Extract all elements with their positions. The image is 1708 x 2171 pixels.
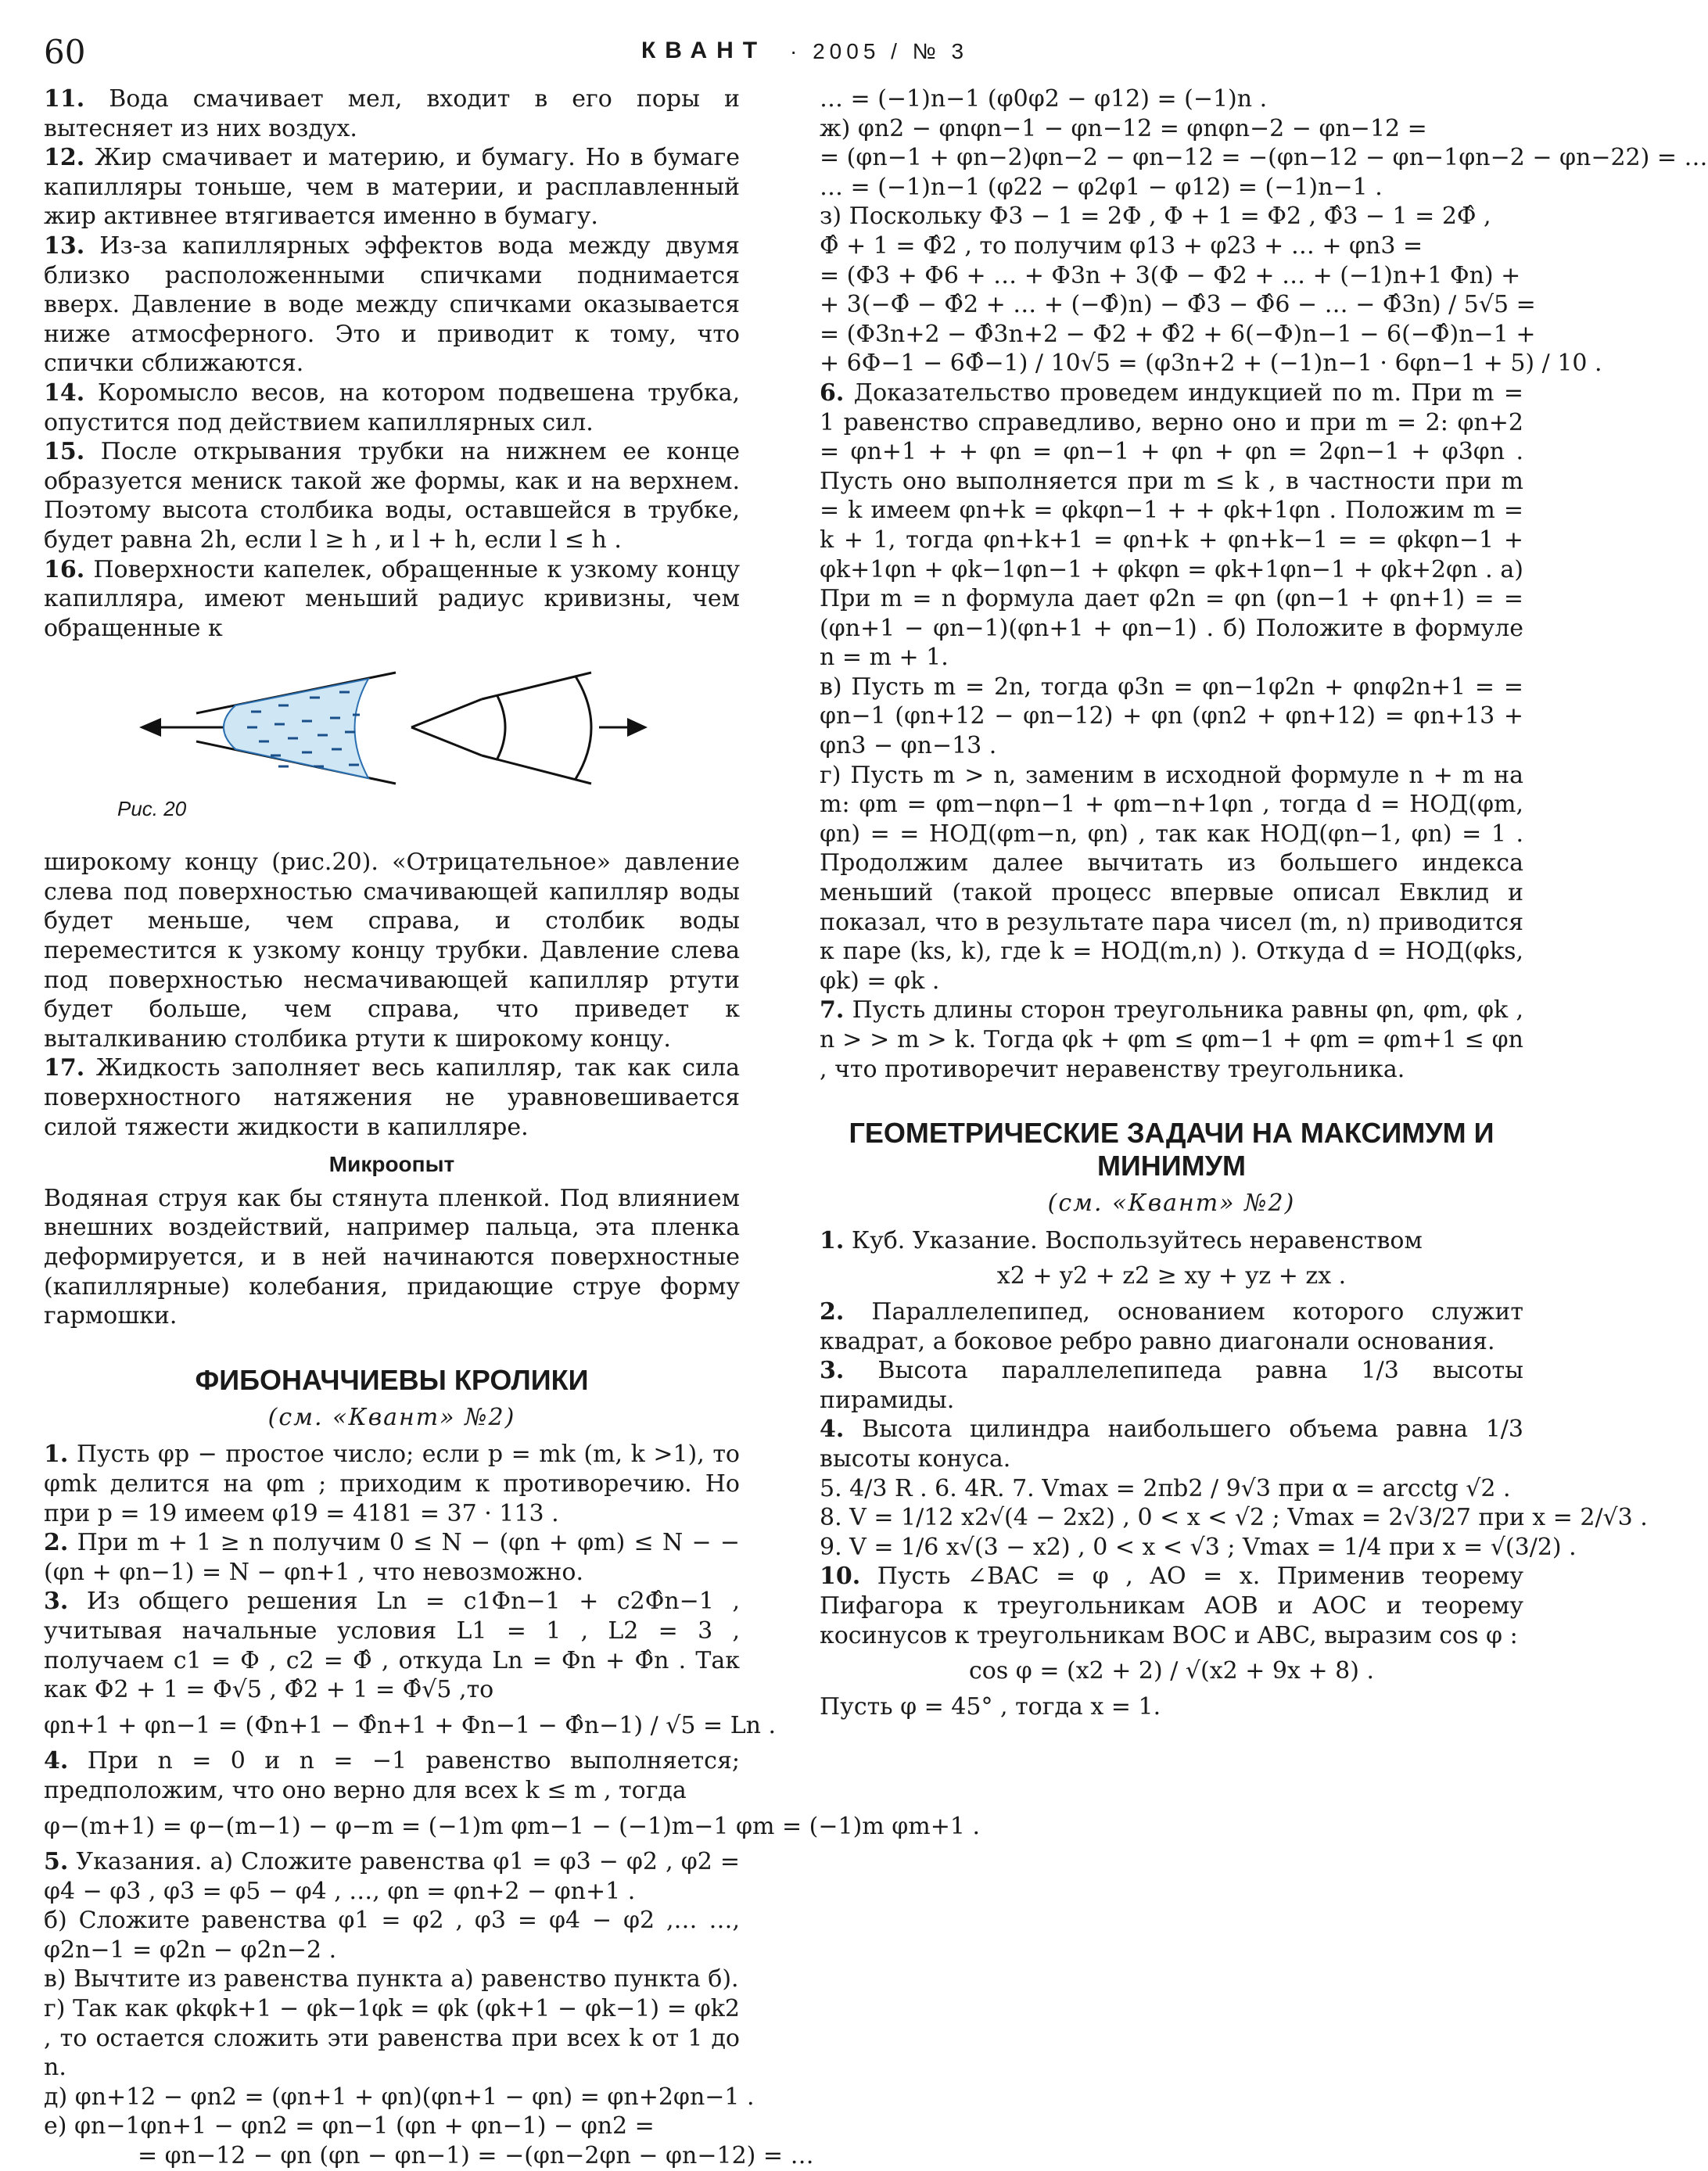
fib-answer-5b: б) Сложите равенства φ1 = φ2 , φ3 = φ4 − φ2 ,… …, φ2n−1 = φ2n − φ2n−2 . — [44, 1907, 740, 1964]
fibonacci-section-title: ФИБОНАЧЧИЕВЫ КРОЛИКИ — [195, 1363, 589, 1396]
eq-line-1: … = (−1)n−1 (φ0φ2 − φ12) = (−1)n . — [820, 85, 1268, 113]
left-column — [44, 84, 981, 2171]
geo-answer-10-end: Пусть φ = 45° , тогда x = 1. — [820, 1692, 1161, 1721]
fib-answer-5e: д) φn+12 − φn2 = (φn+1 + φn)(φn+1 − φn) = φn+2φn−1 . — [44, 2083, 755, 2111]
answer-12: 12. Жир смачивает и материю, и бумагу. Но в бумаге капилляры тоньше, чем в материи, и расплавленный жир активнее втягивается именно в бумагу. — [44, 144, 740, 231]
geometry-section-title: ГЕОМЕТРИЧЕСКИЕ ЗАДАЧИ НА МАКСИМУМ И МИНИМУМ — [849, 1117, 1494, 1182]
fib-answer-6g: г) Пусть m > n, заменим в исходной формуле n + m на m: φm = φm−nφn−1 + φm−n+1φn , тогда d = НОД(φm, φn) = = НОД(φm−n, φn) , так как НОД(φn−1, φn) = 1 . Продолжим далее вычитать из большего индекса меньший (такой процесс впервые описал Евклид и показал, что в результате пара чисел (m, n) приводится к паре (ks, k), где k = НОД(m,n) ). Откуда d = НОД(φks, φk) = φk . — [820, 761, 1523, 995]
fib-answer-6: 6. Доказательство проведем индукцией по m. При m = 1 равенство справедливо, верно оно и при m = 2: φn+2 = φn+1 + + φn = φn−1 + φn + φn = 2φn−1 + φ3φn . Пусть оно выполняется при m ≤ k , в частности при m = k имеем φn+k = φkφn−1 + + φk+1φn . Положим m = k + 1, тогда φn+k+1 = φn+k + φn+k−1 = = φkφn−1 + φk+1φn + φk−1φn−1 + φkφn = φk+1φn−1 + φk+2φn . а) При m = n формула дает φ2n = φn (φn−1 + φn+1) = = (φn+1 − φn−1)(φn+1 + φn−1) . б) Положите в формуле n = m + 1. — [820, 379, 1524, 672]
fib-answer-5d: г) Так как φkφk+1 − φk−1φk = φk (φk+1 − φk−1) = φk2 , то остается сложить эти равенства при всех k от 1 до n. — [44, 1995, 740, 2082]
eq-line-2: ж) φn2 − φnφn−1 − φn−12 = φnφn−2 − φn−12 = — [820, 114, 1427, 142]
eq-line-8: + 3(−Φ̂ − Φ̂2 + … + (−Φ̂)n) − Φ̂3 − Φ̂6 − … − Φ̂3n) / 5√5 = — [820, 291, 1536, 319]
answer-16-cont: широкому концу (рис.20). «Отрицательное» давление слева под поверхностью смачивающей капилляр воды будет меньше, чем справа, и столбик воды переместится к узкому концу трубки. Давление слева под поверхностью несмачивающей капилляр ртути будет больше, чем справа, что приведет к выталкиванию столбика ртути к широкому концу. — [44, 849, 740, 1053]
journal-title: КВАНТ — [641, 38, 767, 63]
figure-20 — [44, 649, 740, 845]
geo-answer-9: 9. V = 1/6 x√(3 − x2) , 0 < x < √3 ; Vmax = 1/4 при x = √(3/2) . — [820, 1533, 1577, 1561]
eq-line-9: = (Φ3n+2 − Φ̂3n+2 − Φ2 + Φ̂2 + 6(−Φ)n−1 − 6(−Φ̂)n−1 + — [820, 320, 1536, 348]
answer-14: 14. Коромысло весов, на котором подвешена трубка, опустится под действием капиллярных сил. — [44, 379, 740, 436]
journal-issue: · 2005 / № 3 — [790, 39, 969, 63]
fibonacci-reference: (см. «Квант» №2) — [267, 1403, 516, 1431]
fib-answer-5c: в) Вычтите из равенства пункта а) равенство пункта б). — [44, 1965, 739, 1993]
page-number: 60 — [44, 33, 86, 71]
fib-answer-2: 2. При m + 1 ≥ n получим 0 ≤ N − (φn + φm) ≤ N − − (φn + φn−1) = N − φn+1 , что невозможно. — [44, 1529, 740, 1586]
geo-answer-3: 3. Высота параллелепипеда равна 1/3 высоты пирамиды. — [820, 1357, 1524, 1414]
fib-answer-3: 3. Из общего решения Ln = c1Φn−1 + c2Φ̂n−1 , учитывая начальные условия L1 = 1 , L2 = 3 , получаем c1 = Φ , c2 = Φ̂ , откуда Ln = Φn + Φ̂n . Так как Φ2 + 1 = Φ√5 , Φ̂2 + 1 = Φ̂√5 ,то — [44, 1588, 740, 1704]
fib-answer-6v: в) Пусть m = 2n, тогда φ3n = φn−1φ2n + φnφ2n+1 = = φn−1 (φn+12 − φn−12) + φn (φn2 + φn+12) = φn+13 + φn3 − φn−13 . — [820, 673, 1523, 760]
eq-line-6: Φ̂ + 1 = Φ̂2 , то получим φ13 + φ23 + … + φn3 = — [820, 231, 1423, 260]
geo-answer-10: 10. Пусть ∠BAC = φ , AO = x. Применив теорему Пифагора к треугольникам AOB и AOC и теорему косинусов к треугольникам BOC и ABC, выразим cos φ : — [820, 1563, 1523, 1649]
answer-17: 17. Жидкость заполняет весь капилляр, так как сила поверхностного натяжения не уравновешивается силой тяжести жидкости в капилляре. — [44, 1054, 740, 1141]
page-header — [0, 33, 1564, 80]
fib-answer-1: 1. Пусть φp − простое число; если p = mk (m, k >1), то φmk делится на φm ; приходим к противоречию. Но при p = 19 имеем φ19 = 4181 = 37 · 113 . — [44, 1441, 740, 1527]
geo-eq-10: cos φ = (x2 + 2) / √(x2 + 9x + 8) . — [968, 1657, 1374, 1685]
answer-13: 13. Из-за капиллярных эффектов вода между двумя близко расположенными спичками поднимается вверх. Давление в воде между спичками оказывается ниже атмосферного. Это и приводит к тому, что спички сближаются. — [44, 231, 740, 378]
figure-caption: Рис. 20 — [117, 797, 187, 821]
answer-15: 15. После открывания трубки на нижнем ее конце образуется мениск такой же формы, как и на верхнем. Поэтому высота столбика воды, оставшейся в трубке, будет равна 2h, если l ≥ h , и l + h, если l ≤ h . — [44, 438, 740, 554]
fib-answer-5a: 5. Указания. а) Сложите равенства φ1 = φ3 − φ2 , φ2 = φ4 − φ3 , φ3 = φ5 − φ4 , …, φn = φn+2 − φn+1 . — [44, 1848, 740, 1905]
fib-answer-5f: е) φn−1φn+1 − φn2 = φn−1 (φn + φn−1) − φn2 = — [44, 2112, 655, 2140]
geo-answers-5-7: 5. 4/3 R . 6. 4R. 7. Vmax = 2πb2 / 9√3 при α = arcctg √2 . — [820, 1474, 1511, 1502]
right-column — [820, 84, 1708, 1721]
answer-16: 16. Поверхности капелек, обращенные к узкому концу капилляра, имеют меньший радиус кривизны, чем обращенные к — [44, 555, 740, 642]
fib-answer-7: 7. Пусть длины сторон треугольника равны φn, φm, φk , n > > m > k. Тогда φk + φm ≤ φm−1 + φm = φm+1 ≤ φn , что противоречит неравенству треугольника. — [820, 996, 1523, 1083]
eq-line-5: з) Поскольку Φ3 − 1 = 2Φ , Φ + 1 = Φ2 , Φ̂3 − 1 = 2Φ̂ , — [820, 203, 1491, 231]
fib-eq-4: φ−(m+1) = φ−(m−1) − φ−m = (−1)m φm−1 − (−1)m−1 φm = (−1)m φm+1 . — [44, 1812, 981, 1840]
fib-answer-4: 4. При n = 0 и n = −1 равенство выполняется; предположим, что оно верно для всех k ≤ m , тогда — [44, 1747, 740, 1804]
eq-line-4: … = (−1)n−1 (φ22 − φ2φ1 − φ12) = (−1)n−1 . — [820, 173, 1383, 201]
microexperiment-text: Водяная струя как бы стянута пленкой. Под влиянием внешних воздействий, например пальца, эта пленка деформируется, и в ней начинаются поверхностные (капиллярные) колебания, придающие струе форму гармошки. — [44, 1184, 740, 1330]
geo-answer-1: 1. Куб. Указание. Воспользуйтесь неравенством — [820, 1226, 1423, 1254]
fib-answer-5f-cont: = φn−12 − φn (φn − φn−1) = −(φn−2φn − φn−12) = … — [138, 2142, 814, 2170]
geo-eq-1: x2 + y2 + z2 ≥ xy + yz + zx . — [996, 1262, 1347, 1290]
geometry-reference: (см. «Квант» №2) — [1047, 1190, 1296, 1218]
answer-11: 11. Вода смачивает мел, входит в его поры и вытесняет из них воздух. — [44, 85, 740, 142]
geo-answer-2: 2. Параллелепипед, основанием которого служит квадрат, а боковое ребро равно диагонали основания. — [820, 1297, 1523, 1355]
eq-line-7: = (Φ3 + Φ6 + … + Φ3n + 3(Φ − Φ2 + … + (−1)n+1 Φn) + — [820, 261, 1521, 289]
microexperiment-heading: Микроопыт — [328, 1152, 455, 1177]
fib-eq-3: φn+1 + φn−1 = (Φn+1 − Φ̂n+1 + Φn−1 − Φ̂n−1) / √5 = Ln . — [44, 1711, 777, 1739]
geo-answer-4: 4. Высота цилиндра наибольшего объема равна 1/3 высоты конуса. — [820, 1416, 1523, 1473]
eq-line-10: + 6Φ−1 − 6Φ̂−1) / 10√5 = (φ3n+2 + (−1)n−1 · 6φn−1 + 5) / 10 . — [820, 350, 1602, 378]
eq-line-3: = (φn−1 + φn−2)φn−2 − φn−12 = −(φn−12 − φn−1φn−2 − φn−22) = … — [820, 144, 1708, 172]
geo-answer-8: 8. V = 1/12 x2√(4 − 2x2) , 0 < x < √2 ; Vmax = 2√3/27 при x = 2/√3 . — [820, 1504, 1648, 1532]
